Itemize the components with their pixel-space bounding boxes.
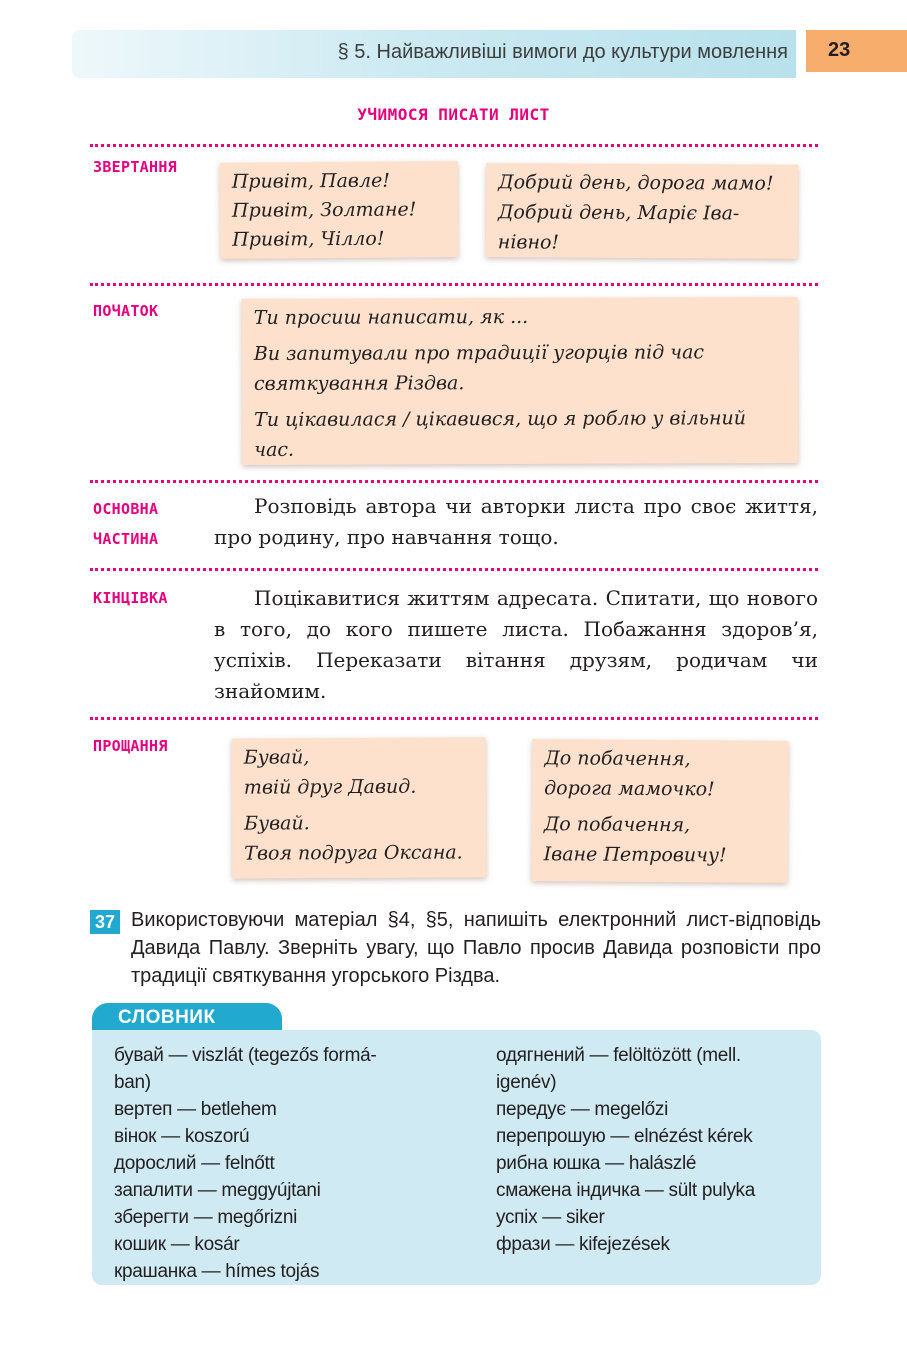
note-line: твій друг Давид. [243,775,417,799]
dictionary-right-column [496,1042,755,1258]
dictionary-entry: ban) [114,1072,151,1093]
dictionary-entry: смажена індичка — sült pulyka [496,1180,755,1201]
note-line: Бувай, [243,746,310,769]
farewell-label: ПРОЩАННЯ [93,737,168,755]
note-line: Бувай. [244,812,310,835]
dictionary-tab [92,1003,282,1033]
main-part-label-line: ОСНОВНА [93,500,159,518]
dotted-divider [90,283,818,286]
note-line: нівно! [497,231,560,254]
section-title: УЧИМОСЯ ПИСАТИ ЛИСТ [357,105,550,124]
note-line: святкування Різдва. [253,372,465,395]
main-part-paragraph: Розповідь автора чи авторки листа про своє життя, про родину, про навчання тощо. [214,494,818,549]
page-number-box [806,30,907,72]
dotted-divider [90,717,818,720]
main-part-label [93,494,158,554]
dictionary-entry: дорослий — felnőtt [114,1153,275,1174]
farewell-note-formal [532,739,789,883]
dictionary-entry: запалити — meggyújtani [114,1180,321,1201]
dictionary-left-column [114,1042,376,1285]
dictionary-entry: вертеп — betlehem [114,1099,277,1120]
exercise-text: Використовуючи матеріал §4, §5, напишіть електронний лист-відповідь Давида Павлу. Зверніть увагу, що Павло просив Давида розповісти про традиції святкування угорського Різдва. [131,909,821,987]
note-line: Ви запитували про традиції угорців під час [253,341,705,365]
dictionary-entry: одягнений — felöltözött (mell. [496,1045,741,1066]
dictionary-entry: передує — megelőzi [496,1099,669,1120]
dictionary-entry: бувай — viszlát (tegezős formá- [114,1045,377,1066]
note-line: час. [254,438,295,461]
beginning-label: ПОЧАТОК [93,302,159,320]
ending-label: КІНЦІВКА [93,589,168,607]
address-note-friends [220,161,459,259]
dictionary-entry: рибна юшка — halászlé [496,1153,697,1174]
note-line: Добрий день, дорога мамо! [498,171,774,195]
exercise-number: 37 [90,910,120,934]
dictionary-entry: зберегти — megőrizni [114,1207,298,1228]
dictionary-title: СЛОВНИК [118,1007,216,1028]
running-header [72,30,796,78]
ending-text [214,583,818,707]
dictionary-entry: успіх — siker [496,1207,605,1228]
note-line: Ти просиш написати, як ... [253,305,529,329]
dotted-divider [90,568,818,571]
ending-paragraph: Поцікавитися життям адресата. Спитати, що нового в того, до кого пишете листа. Побажання здоров’я, успіхів. Переказати вітання друзям, родичам чи знайомим. [214,586,818,703]
note-line: дорога мамочко! [544,777,715,801]
note-line: Привіт, Павле! [231,169,391,193]
dotted-divider [90,480,818,483]
dictionary-entry: фрази — kifejezések [496,1234,670,1255]
dictionary-entry: igenév) [496,1072,557,1093]
page-number: 23 [828,39,851,61]
note-line: Твоя подруга Оксана. [244,841,463,865]
dictionary-entry: вінок — koszorú [114,1126,250,1147]
note-line: До побачення, [544,747,691,771]
note-line: Привіт, Золтане! [231,198,417,222]
note-line: До побачення, [543,813,691,837]
dictionary-entry: кошик — kosár [114,1234,240,1255]
chapter-title: § 5. Найважливіші вимоги до культури мовлення [337,41,788,63]
address-note-formal [486,163,798,259]
note-line: Іване Петровичу! [543,843,727,867]
note-line: Привіт, Чілло! [232,227,385,251]
farewell-note-friends [232,737,487,878]
beginning-note [242,297,799,465]
dictionary-entry: крашанка — hímes tojás [114,1261,320,1282]
note-line: Добрий день, Маріє Іва- [497,201,740,225]
main-part-text [214,491,818,553]
dotted-divider [90,144,818,147]
note-line: Ти цікавилася / цікавився, що я роблю у вільний [254,407,747,431]
dictionary-entry: перепрошую — elnézést kérek [496,1126,753,1147]
main-part-label-line: ЧАСТИНА [93,530,159,548]
address-label: ЗВЕРТАННЯ [93,158,177,176]
